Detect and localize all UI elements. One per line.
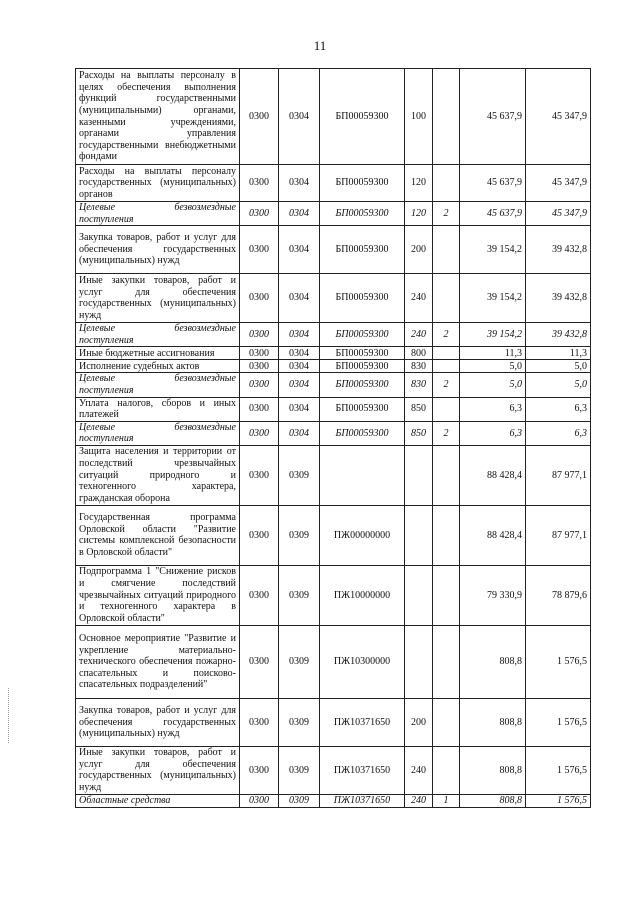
section-code-cell: 0304 xyxy=(279,226,320,274)
budget-table-body xyxy=(76,69,591,808)
target-article-cell: БП00059300 xyxy=(320,226,405,274)
table-row xyxy=(76,202,591,226)
funding-source-cell xyxy=(433,698,460,746)
funding-source-cell xyxy=(433,69,460,165)
target-article-cell: ПЖ10300000 xyxy=(320,625,405,698)
section-code-cell: 0304 xyxy=(279,274,320,323)
section-code-cell: 0304 xyxy=(279,69,320,165)
admin-code-cell: 0300 xyxy=(240,421,279,445)
expense-type-cell: 240 xyxy=(405,794,433,807)
table-row xyxy=(76,69,591,165)
admin-code-cell: 0300 xyxy=(240,565,279,625)
expense-type-cell: 120 xyxy=(405,202,433,226)
expense-name-cell: Защита населения и территории от последствий чрезвычайных ситуаций природного и техногенного характера, гражданская оборона xyxy=(76,445,240,505)
section-code-cell: 0309 xyxy=(279,565,320,625)
expense-type-cell: 830 xyxy=(405,373,433,397)
amount-year2-cell: 1 576,5 xyxy=(526,794,591,807)
target-article-cell: ПЖ10000000 xyxy=(320,565,405,625)
amount-year1-cell: 5,0 xyxy=(460,373,526,397)
admin-code-cell: 0300 xyxy=(240,625,279,698)
expense-name-cell: Иные закупки товаров, работ и услуг для обеспечения государственных (муниципальных) нужд xyxy=(76,746,240,794)
expense-name-cell: Расходы на выплаты персоналу государственных (муниципальных) органов xyxy=(76,165,240,202)
table-row xyxy=(76,226,591,274)
amount-year1-cell: 88 428,4 xyxy=(460,445,526,505)
expense-name-cell: Целевые безвозмездные поступления xyxy=(76,323,240,347)
amount-year1-cell: 808,8 xyxy=(460,698,526,746)
admin-code-cell: 0300 xyxy=(240,698,279,746)
admin-code-cell: 0300 xyxy=(240,69,279,165)
admin-code-cell: 0300 xyxy=(240,347,279,360)
expense-type-cell: 830 xyxy=(405,360,433,373)
amount-year2-cell: 78 879,6 xyxy=(526,565,591,625)
amount-year2-cell: 39 432,8 xyxy=(526,226,591,274)
admin-code-cell: 0300 xyxy=(240,397,279,421)
amount-year1-cell: 39 154,2 xyxy=(460,323,526,347)
funding-source-cell xyxy=(433,565,460,625)
table-row xyxy=(76,347,591,360)
admin-code-cell: 0300 xyxy=(240,445,279,505)
table-row xyxy=(76,274,591,323)
target-article-cell: БП00059300 xyxy=(320,347,405,360)
table-row xyxy=(76,360,591,373)
funding-source-cell xyxy=(433,274,460,323)
admin-code-cell: 0300 xyxy=(240,202,279,226)
expense-type-cell xyxy=(405,565,433,625)
funding-source-cell xyxy=(433,746,460,794)
section-code-cell: 0309 xyxy=(279,625,320,698)
funding-source-cell xyxy=(433,226,460,274)
table-row xyxy=(76,323,591,347)
amount-year2-cell: 6,3 xyxy=(526,397,591,421)
admin-code-cell: 0300 xyxy=(240,165,279,202)
expense-type-cell: 100 xyxy=(405,69,433,165)
admin-code-cell: 0300 xyxy=(240,323,279,347)
amount-year2-cell: 39 432,8 xyxy=(526,323,591,347)
amount-year2-cell: 87 977,1 xyxy=(526,445,591,505)
expense-type-cell: 240 xyxy=(405,323,433,347)
funding-source-cell: 2 xyxy=(433,323,460,347)
section-code-cell: 0304 xyxy=(279,347,320,360)
expense-name-cell: Иные закупки товаров, работ и услуг для обеспечения государственных (муниципальных) нужд xyxy=(76,274,240,323)
target-article-cell: ПЖ10371650 xyxy=(320,746,405,794)
expense-type-cell: 240 xyxy=(405,746,433,794)
amount-year1-cell: 79 330,9 xyxy=(460,565,526,625)
expense-type-cell: 200 xyxy=(405,226,433,274)
amount-year2-cell: 5,0 xyxy=(526,360,591,373)
admin-code-cell: 0300 xyxy=(240,794,279,807)
section-code-cell: 0309 xyxy=(279,505,320,565)
budget-table xyxy=(75,68,591,808)
amount-year1-cell: 39 154,2 xyxy=(460,226,526,274)
amount-year1-cell: 45 637,9 xyxy=(460,69,526,165)
funding-source-cell xyxy=(433,347,460,360)
section-code-cell: 0304 xyxy=(279,373,320,397)
expense-type-cell: 240 xyxy=(405,274,433,323)
table-row xyxy=(76,698,591,746)
expense-name-cell: Целевые безвозмездные поступления xyxy=(76,202,240,226)
target-article-cell: БП00059300 xyxy=(320,69,405,165)
section-code-cell: 0304 xyxy=(279,421,320,445)
table-row xyxy=(76,445,591,505)
table-row xyxy=(76,794,591,807)
amount-year2-cell: 6,3 xyxy=(526,421,591,445)
amount-year2-cell: 5,0 xyxy=(526,373,591,397)
expense-type-cell xyxy=(405,625,433,698)
admin-code-cell: 0300 xyxy=(240,373,279,397)
amount-year2-cell: 45 347,9 xyxy=(526,69,591,165)
expense-type-cell: 850 xyxy=(405,421,433,445)
section-code-cell: 0304 xyxy=(279,397,320,421)
amount-year2-cell: 1 576,5 xyxy=(526,625,591,698)
section-code-cell: 0309 xyxy=(279,698,320,746)
amount-year1-cell: 45 637,9 xyxy=(460,202,526,226)
admin-code-cell: 0300 xyxy=(240,360,279,373)
amount-year1-cell: 88 428,4 xyxy=(460,505,526,565)
expense-name-cell: Целевые безвозмездные поступления xyxy=(76,373,240,397)
target-article-cell: БП00059300 xyxy=(320,165,405,202)
table-row xyxy=(76,746,591,794)
section-code-cell: 0304 xyxy=(279,360,320,373)
amount-year1-cell: 5,0 xyxy=(460,360,526,373)
expense-type-cell: 850 xyxy=(405,397,433,421)
funding-source-cell xyxy=(433,505,460,565)
funding-source-cell: 2 xyxy=(433,202,460,226)
table-row xyxy=(76,397,591,421)
target-article-cell: ПЖ10371650 xyxy=(320,698,405,746)
expense-name-cell: Исполнение судебных актов xyxy=(76,360,240,373)
admin-code-cell: 0300 xyxy=(240,505,279,565)
amount-year1-cell: 6,3 xyxy=(460,397,526,421)
section-code-cell: 0304 xyxy=(279,165,320,202)
admin-code-cell: 0300 xyxy=(240,746,279,794)
target-article-cell xyxy=(320,445,405,505)
amount-year2-cell: 45 347,9 xyxy=(526,202,591,226)
table-row xyxy=(76,625,591,698)
amount-year2-cell: 39 432,8 xyxy=(526,274,591,323)
expense-type-cell: 120 xyxy=(405,165,433,202)
table-row xyxy=(76,421,591,445)
amount-year1-cell: 808,8 xyxy=(460,746,526,794)
amount-year2-cell: 45 347,9 xyxy=(526,165,591,202)
section-code-cell: 0304 xyxy=(279,323,320,347)
target-article-cell: ПЖ10371650 xyxy=(320,794,405,807)
amount-year2-cell: 11,3 xyxy=(526,347,591,360)
amount-year1-cell: 11,3 xyxy=(460,347,526,360)
section-code-cell: 0309 xyxy=(279,794,320,807)
table-row xyxy=(76,373,591,397)
expense-name-cell: Закупка товаров, работ и услуг для обеспечения государственных (муниципальных) нужд xyxy=(76,698,240,746)
funding-source-cell xyxy=(433,397,460,421)
amount-year1-cell: 6,3 xyxy=(460,421,526,445)
expense-name-cell: Государственная программа Орловской области "Развитие системы комплексной безопасности в Орловской области" xyxy=(76,505,240,565)
expense-name-cell: Уплата налогов, сборов и иных платежей xyxy=(76,397,240,421)
funding-source-cell xyxy=(433,445,460,505)
section-code-cell: 0304 xyxy=(279,202,320,226)
amount-year2-cell: 87 977,1 xyxy=(526,505,591,565)
table-row xyxy=(76,165,591,202)
expense-name-cell: Основное мероприятие "Развитие и укрепление материально-технического обеспечения пожарно-спасательных и поисково-спасательных подразделений" xyxy=(76,625,240,698)
amount-year1-cell: 808,8 xyxy=(460,794,526,807)
funding-source-cell: 2 xyxy=(433,421,460,445)
target-article-cell: БП00059300 xyxy=(320,397,405,421)
funding-source-cell xyxy=(433,360,460,373)
funding-source-cell xyxy=(433,165,460,202)
target-article-cell: БП00059300 xyxy=(320,323,405,347)
section-code-cell: 0309 xyxy=(279,746,320,794)
section-code-cell: 0309 xyxy=(279,445,320,505)
page-number: 11 xyxy=(313,38,327,53)
target-article-cell: БП00059300 xyxy=(320,274,405,323)
funding-source-cell xyxy=(433,625,460,698)
expense-name-cell: Иные бюджетные ассигнования xyxy=(76,347,240,360)
amount-year2-cell: 1 576,5 xyxy=(526,698,591,746)
target-article-cell: БП00059300 xyxy=(320,421,405,445)
target-article-cell: БП00059300 xyxy=(320,373,405,397)
amount-year2-cell: 1 576,5 xyxy=(526,746,591,794)
target-article-cell: БП00059300 xyxy=(320,360,405,373)
expense-name-cell: Областные средства xyxy=(76,794,240,807)
expense-type-cell xyxy=(405,445,433,505)
table-row xyxy=(76,505,591,565)
target-article-cell: БП00059300 xyxy=(320,202,405,226)
scan-margin-dots xyxy=(8,688,11,743)
amount-year1-cell: 39 154,2 xyxy=(460,274,526,323)
expense-type-cell xyxy=(405,505,433,565)
admin-code-cell: 0300 xyxy=(240,226,279,274)
funding-source-cell: 2 xyxy=(433,373,460,397)
expense-name-cell: Расходы на выплаты персоналу в целях обеспечения выполнения функций государственными (муниципальными) органами, казенными учреждениями, органами управления государственными внебюджетными фондами xyxy=(76,69,240,165)
amount-year1-cell: 45 637,9 xyxy=(460,165,526,202)
expense-type-cell: 200 xyxy=(405,698,433,746)
target-article-cell: ПЖ00000000 xyxy=(320,505,405,565)
funding-source-cell: 1 xyxy=(433,794,460,807)
admin-code-cell: 0300 xyxy=(240,274,279,323)
expense-type-cell: 800 xyxy=(405,347,433,360)
table-row xyxy=(76,565,591,625)
expense-name-cell: Закупка товаров, работ и услуг для обеспечения государственных (муниципальных) нужд xyxy=(76,226,240,274)
expense-name-cell: Целевые безвозмездные поступления xyxy=(76,421,240,445)
expense-name-cell: Подпрограмма 1 "Снижение рисков и смягчение последствий чрезвычайных ситуаций природного и техногенного характера в Орловской области" xyxy=(76,565,240,625)
amount-year1-cell: 808,8 xyxy=(460,625,526,698)
